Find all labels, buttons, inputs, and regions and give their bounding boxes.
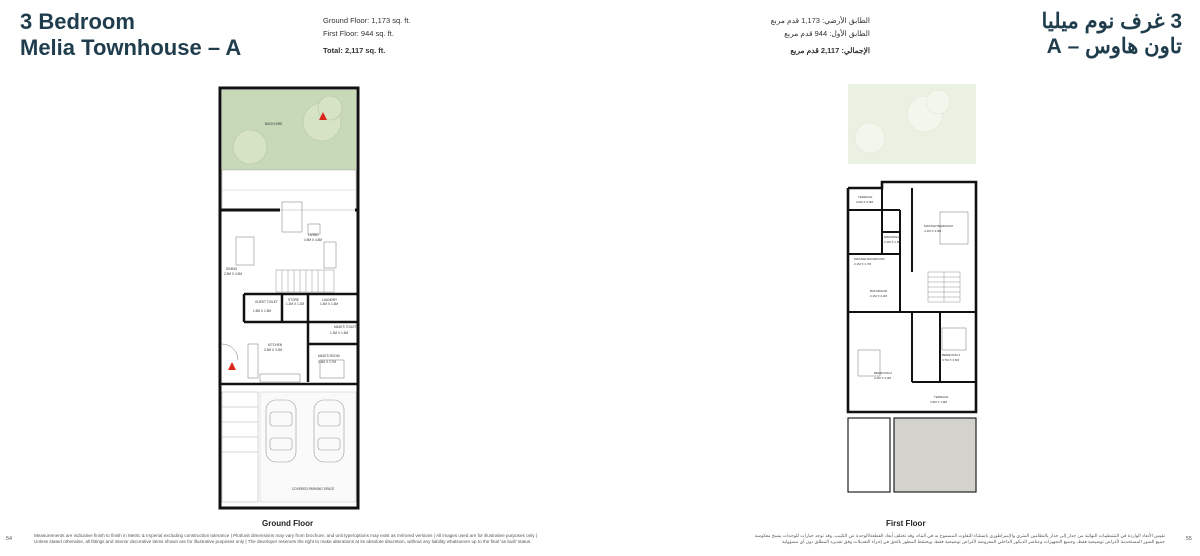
label-store-dim: 1.2M X 1.2M: [286, 302, 305, 306]
ground-floor-area-ar: الطابق الأرضي: 1,173 قدم مربع: [770, 16, 870, 25]
label-store: STORE: [288, 298, 299, 302]
label-maid-toilet: MAID'S TOILET: [334, 325, 357, 329]
disclaimer-ar-line-2: جميع الصور المستخدمة لأغراض توضيحية فقط، وجميع التجهيزات وعناصر الديكور الداخلي المعروضة لأغراض توضيحية فقط، ويحتفظ المطور بالحق في إجراء التعديلات وفق تقديره المطلق دون أي مسؤولية: [781, 539, 1165, 544]
first-floor-area: First Floor: 944 sq. ft.: [323, 29, 394, 38]
label-terrace-top-dim: 2.0M X 0.9M: [856, 200, 874, 204]
entrance-arrow-icon: [228, 362, 236, 370]
first-floor-area-ar: الطابق الأول: 944 قدم مربع: [784, 29, 870, 38]
label-master-bathroom-dim: 2.1M X 1.7M: [854, 262, 872, 266]
label-laundry: LAUNDRY: [322, 298, 338, 302]
page-title-ar: [1042, 9, 1183, 59]
tree-icon: [233, 130, 267, 164]
kitchen-counter: [248, 344, 258, 378]
label-bathroom: BATHROOM: [870, 289, 888, 293]
label-bathroom-dim: 2.1M X 2.2M: [870, 294, 888, 298]
sofa: [324, 242, 336, 268]
label-terrace-bottom-dim: 3.9M X 1.8M: [930, 400, 948, 404]
first-floor-caption: First Floor: [886, 519, 926, 528]
ground-floor-area: Ground Floor: 1,173 sq. ft.: [323, 16, 411, 25]
disclaimer-ar: [655, 533, 1165, 545]
interior-walls: [220, 294, 358, 384]
page-title-en: [20, 9, 241, 61]
label-bedroom3: BEDROOM 3: [942, 353, 961, 357]
label-living-dim: 4.9M X 4.8M: [304, 238, 323, 242]
label-master-bedroom: MASTER BEDROOM: [924, 224, 953, 228]
roof-slab: [848, 418, 890, 492]
label-parking: COVERED PARKING SPACE: [292, 487, 335, 491]
label-bedroom3-dim: 3.7M X 3.5M: [942, 358, 960, 362]
dining-table: [236, 237, 254, 265]
label-dressing: DRESSING: [884, 235, 900, 239]
ground-floor-caption: Ground Floor: [262, 519, 314, 528]
staircase: [928, 272, 960, 302]
label-backyard: BACKYARD: [265, 122, 283, 126]
label-guest-toilet-dim: 1.5M X 1.5M: [253, 309, 272, 313]
door-swing: [222, 344, 238, 360]
entry-steps: [222, 392, 258, 502]
area-summary-ar: [720, 14, 870, 57]
label-terrace-top: TERRACE: [858, 195, 873, 199]
title-ar-line-2: تاون هاوس – A: [1046, 35, 1182, 58]
tree-icon: [855, 123, 885, 153]
disclaimer-ar-line-1: تقيس الأبعاد الواردة في التشطيبات النهائية من جدار إلى جدار بالنظامين المتري والإمبراطوري باستثناء التفاوت المسموح به في البناء، وقد تختلف أبعاد القطعة/الوحدة عن الكتيب، وقد توجد خيارات للوحدات بنسخ معكوسة: [754, 533, 1165, 538]
page-number-left: 54: [6, 536, 13, 542]
page-number-right: 55: [1185, 536, 1192, 542]
staircase: [276, 270, 334, 292]
tree-icon: [926, 90, 950, 114]
label-master-bathroom: MASTER BATHROOM: [854, 257, 885, 261]
label-laundry-dim: 1.4M X 1.6M: [320, 302, 339, 306]
total-area-ar: الإجمالي: 2,117 قدم مربع: [790, 46, 870, 55]
label-maid-toilet-dim: 1.3M X 1.6M: [330, 331, 349, 335]
master-bed: [940, 212, 968, 244]
gravel-roof: [894, 418, 976, 492]
disclaimer-en-line-1: Measurements are indicative finish to finish in Metric & Imperial excluding construction tolerance | Plot/unit dimensions may vary from brochure, and unit type/options may exist as mirrored versions | All images used are for illustrative purposes only |: [34, 533, 537, 538]
total-area: Total: 2,117 sq. ft.: [323, 46, 386, 55]
label-bedroom2-dim: 3.1M X 4.3M: [874, 376, 892, 380]
label-living: LIVING: [308, 233, 319, 237]
disclaimer-en-line-2: Unless stated otherwise, all fittings and interior decorative items shown are for illustrative purposes only | The developer reserves the right to make alterations at its absolute discretion, without any liability whatsoever up to the final 'as built' status.: [34, 539, 532, 544]
label-kitchen: KITCHEN: [268, 343, 282, 347]
title-line-1: 3 Bedroom: [20, 9, 135, 34]
label-guest-toilet: GUEST TOILET: [255, 300, 278, 304]
first-floor-plan: [830, 82, 990, 496]
parking-area: [260, 392, 356, 502]
label-maid-room-dim: 2.6M X 2.7M: [318, 360, 337, 364]
disclaimer-en: [34, 533, 544, 545]
label-master-bedroom-dim: 4.1M X 4.3M: [924, 229, 942, 233]
label-kitchen-dim: 3.3M X 3.2M: [264, 348, 283, 352]
label-terrace-bottom: TERRACE: [934, 395, 949, 399]
label-dining: DINING: [226, 267, 238, 271]
title-ar-line-1: 3 غرف نوم ميليا: [1041, 10, 1182, 33]
area-summary-en: [323, 14, 411, 57]
label-bedroom2: BEDROOM 2: [874, 371, 893, 375]
kitchen-counter: [260, 374, 300, 382]
label-dressing-dim: 2.1M X 1.8M: [884, 240, 902, 244]
ground-floor-plan: [200, 82, 370, 514]
bed: [942, 328, 966, 350]
label-maid-room: MAID'S ROOM: [318, 354, 340, 358]
label-dining-dim: 2.9M X 4.9M: [224, 272, 243, 276]
title-line-2: Melia Townhouse – A: [20, 35, 242, 60]
